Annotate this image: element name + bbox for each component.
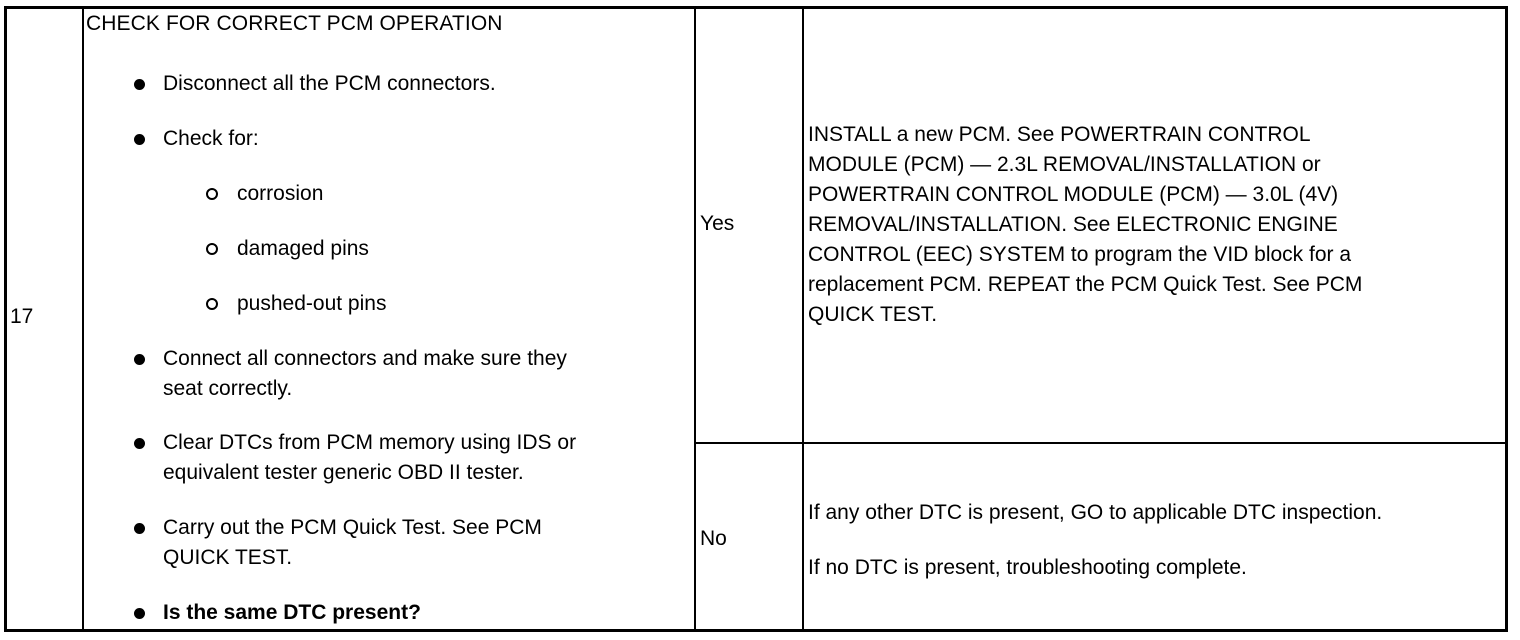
instruction-item-continued: QUICK TEST. (163, 546, 293, 569)
instruction-item: Disconnect all the PCM connectors. (163, 72, 496, 95)
yes-action-line: POWERTRAIN CONTROL MODULE (PCM) — 3.0L (4V) (808, 183, 1339, 206)
yes-action-line: QUICK TEST. (808, 303, 938, 326)
yes-action-line: CONTROL (EEC) SYSTEM to program the VID block for a (808, 243, 1352, 266)
column-divider (802, 9, 804, 629)
question-item: Is the same DTC present? (163, 601, 421, 624)
column-divider (694, 9, 696, 629)
yes-action-line: REMOVAL/INSTALLATION. See ELECTRONIC ENGINE (808, 213, 1338, 236)
answer-yes-label: Yes (700, 212, 735, 235)
column-divider (82, 9, 84, 629)
step-heading: CHECK FOR CORRECT PCM OPERATION (86, 12, 503, 35)
sub-instruction-item: damaged pins (237, 237, 369, 260)
instruction-item: Connect all connectors and make sure they (163, 347, 567, 370)
bullet-icon (134, 354, 145, 365)
sub-instruction-item: corrosion (237, 182, 324, 205)
bullet-icon (134, 608, 145, 619)
instruction-item-continued: seat correctly. (163, 377, 293, 400)
yes-action-line: replacement PCM. REPEAT the PCM Quick Test. See PCM (808, 273, 1363, 296)
sub-bullet-icon (206, 188, 218, 200)
instruction-item: Clear DTCs from PCM memory using IDS or (163, 431, 577, 454)
answer-no-label: No (700, 527, 727, 550)
no-action-line: If no DTC is present, troubleshooting complete. (808, 556, 1247, 579)
bullet-icon (134, 523, 145, 534)
row-divider (694, 442, 1505, 444)
sub-bullet-icon (206, 298, 218, 310)
yes-action-line: INSTALL a new PCM. See POWERTRAIN CONTROL (808, 123, 1311, 146)
no-action-line: If any other DTC is present, GO to applicable DTC inspection. (808, 501, 1383, 524)
sub-bullet-icon (206, 243, 218, 255)
bullet-icon (134, 134, 145, 145)
instruction-item-continued: equivalent tester generic OBD II tester. (163, 461, 524, 484)
yes-action-line: MODULE (PCM) — 2.3L REMOVAL/INSTALLATION or (808, 153, 1321, 176)
instruction-item: Carry out the PCM Quick Test. See PCM (163, 516, 542, 539)
instruction-item: Check for: (163, 127, 259, 150)
step-number: 17 (10, 305, 34, 328)
bullet-icon (134, 438, 145, 449)
sub-instruction-item: pushed-out pins (237, 292, 387, 315)
bullet-icon (134, 79, 145, 90)
